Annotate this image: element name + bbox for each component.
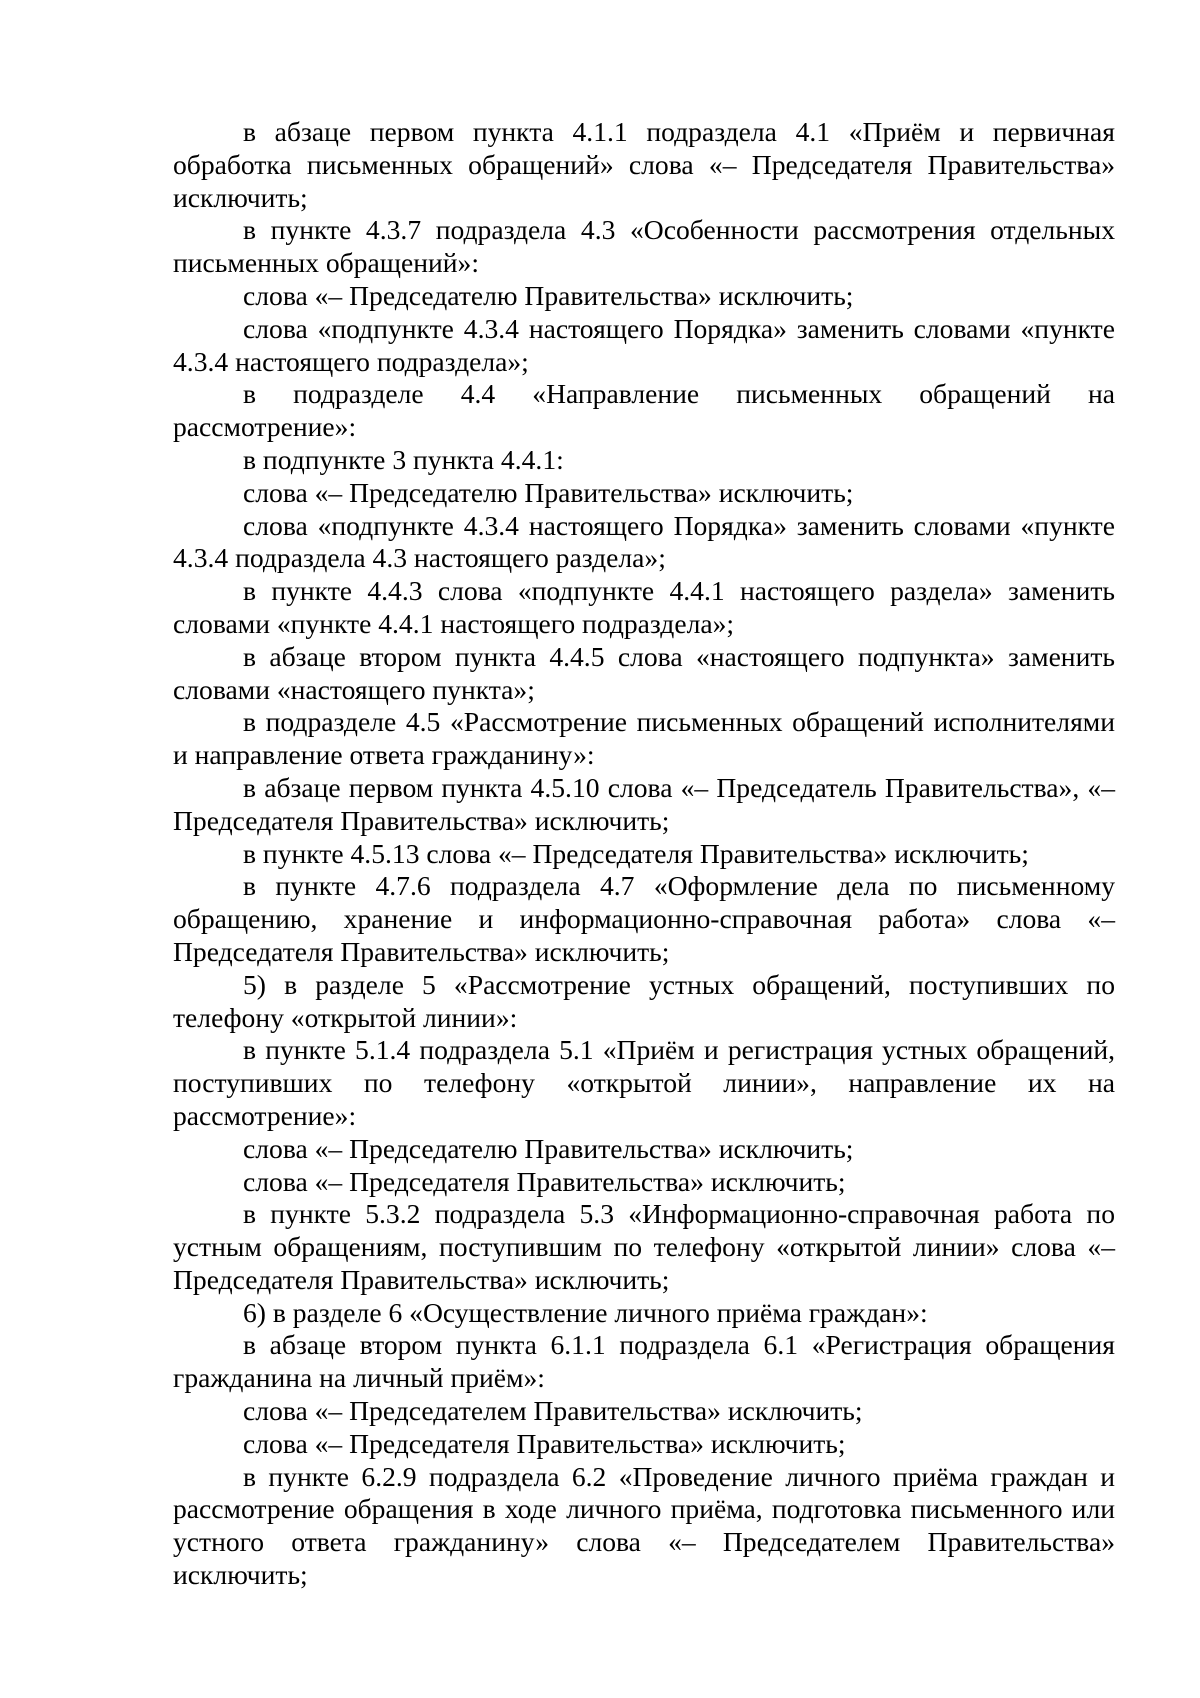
paragraph: в пункте 5.3.2 подраздела 5.3 «Информационно-справочная работа по устным обращениям, поступившим по телефону «открытой линии» слова «– Председателя Правительства» исключить; (173, 1198, 1115, 1295)
paragraph: слова «подпункте 4.3.4 настоящего Порядка» заменить словами «пункте 4.3.4 настоящего подраздела»; (173, 312, 1115, 377)
paragraph: слова «– Председателя Правительства» исключить; (243, 1427, 846, 1459)
paragraph: в пункте 4.5.13 слова «– Председателя Правительства» исключить; (243, 837, 1029, 869)
document-page (173, 116, 1115, 1592)
paragraph: слова «подпункте 4.3.4 настоящего Порядка» заменить словами «пункте 4.3.4 подраздела 4.3 настоящего раздела»; (173, 509, 1115, 574)
paragraph: в пункте 4.3.7 подраздела 4.3 «Особенности рассмотрения отдельных письменных обращений»: (173, 214, 1115, 279)
paragraph: в абзаце первом пункта 4.5.10 слова «– Председатель Правительства», «– Председателя Правительства» исключить; (173, 771, 1115, 836)
paragraph: 6) в разделе 6 «Осуществление личного приёма граждан»: (243, 1296, 928, 1328)
paragraph: слова «– Председателю Правительства» исключить; (243, 476, 854, 508)
paragraph: в подразделе 4.5 «Рассмотрение письменных обращений исполнителями и направление ответа гражданину»: (173, 706, 1115, 771)
paragraph: в абзаце втором пункта 6.1.1 подраздела 6.1 «Регистрация обращения гражданина на личный приём»: (173, 1329, 1115, 1394)
paragraph: в абзаце втором пункта 4.4.5 слова «настоящего подпункта» заменить словами «настоящего пункта»; (173, 640, 1115, 705)
paragraph: слова «– Председателя Правительства» исключить; (243, 1165, 846, 1197)
paragraph: в пункте 4.4.3 слова «подпункте 4.4.1 настоящего раздела» заменить словами «пункте 4.4.1 настоящего подраздела»; (173, 575, 1115, 639)
paragraph: слова «– Председателем Правительства» исключить; (243, 1395, 863, 1427)
paragraph: в подпункте 3 пункта 4.4.1: (243, 443, 564, 475)
paragraph: в пункте 5.1.4 подраздела 5.1 «Приём и регистрация устных обращений, поступивших по телефону «открытой линии», направление их на рассмотрение»: (173, 1034, 1115, 1131)
paragraph: в подразделе 4.4 «Направление письменных обращений на рассмотрение»: (173, 378, 1115, 443)
paragraph: 5) в разделе 5 «Рассмотрение устных обращений, поступивших по телефону «открытой линии»: (173, 968, 1115, 1033)
paragraph: в пункте 6.2.9 подраздела 6.2 «Проведение личного приёма граждан и рассмотрение обращения в ходе личного приёма, подготовка письменного или устного ответа гражданину» слова «– Председателем Правительства» исключить; (173, 1460, 1115, 1591)
paragraph: в пункте 4.7.6 подраздела 4.7 «Оформление дела по письменному обращению, хранение и информационно-справочная работа» слова «– Председателя Правительства» исключить; (173, 870, 1115, 967)
paragraph: слова «– Председателю Правительства» исключить; (243, 1132, 854, 1164)
paragraph: слова «– Председателю Правительства» исключить; (243, 279, 854, 311)
paragraph: в абзаце первом пункта 4.1.1 подраздела 4.1 «Приём и первичная обработка письменных обращений» слова «– Председателя Правительства» исключить; (173, 116, 1115, 213)
